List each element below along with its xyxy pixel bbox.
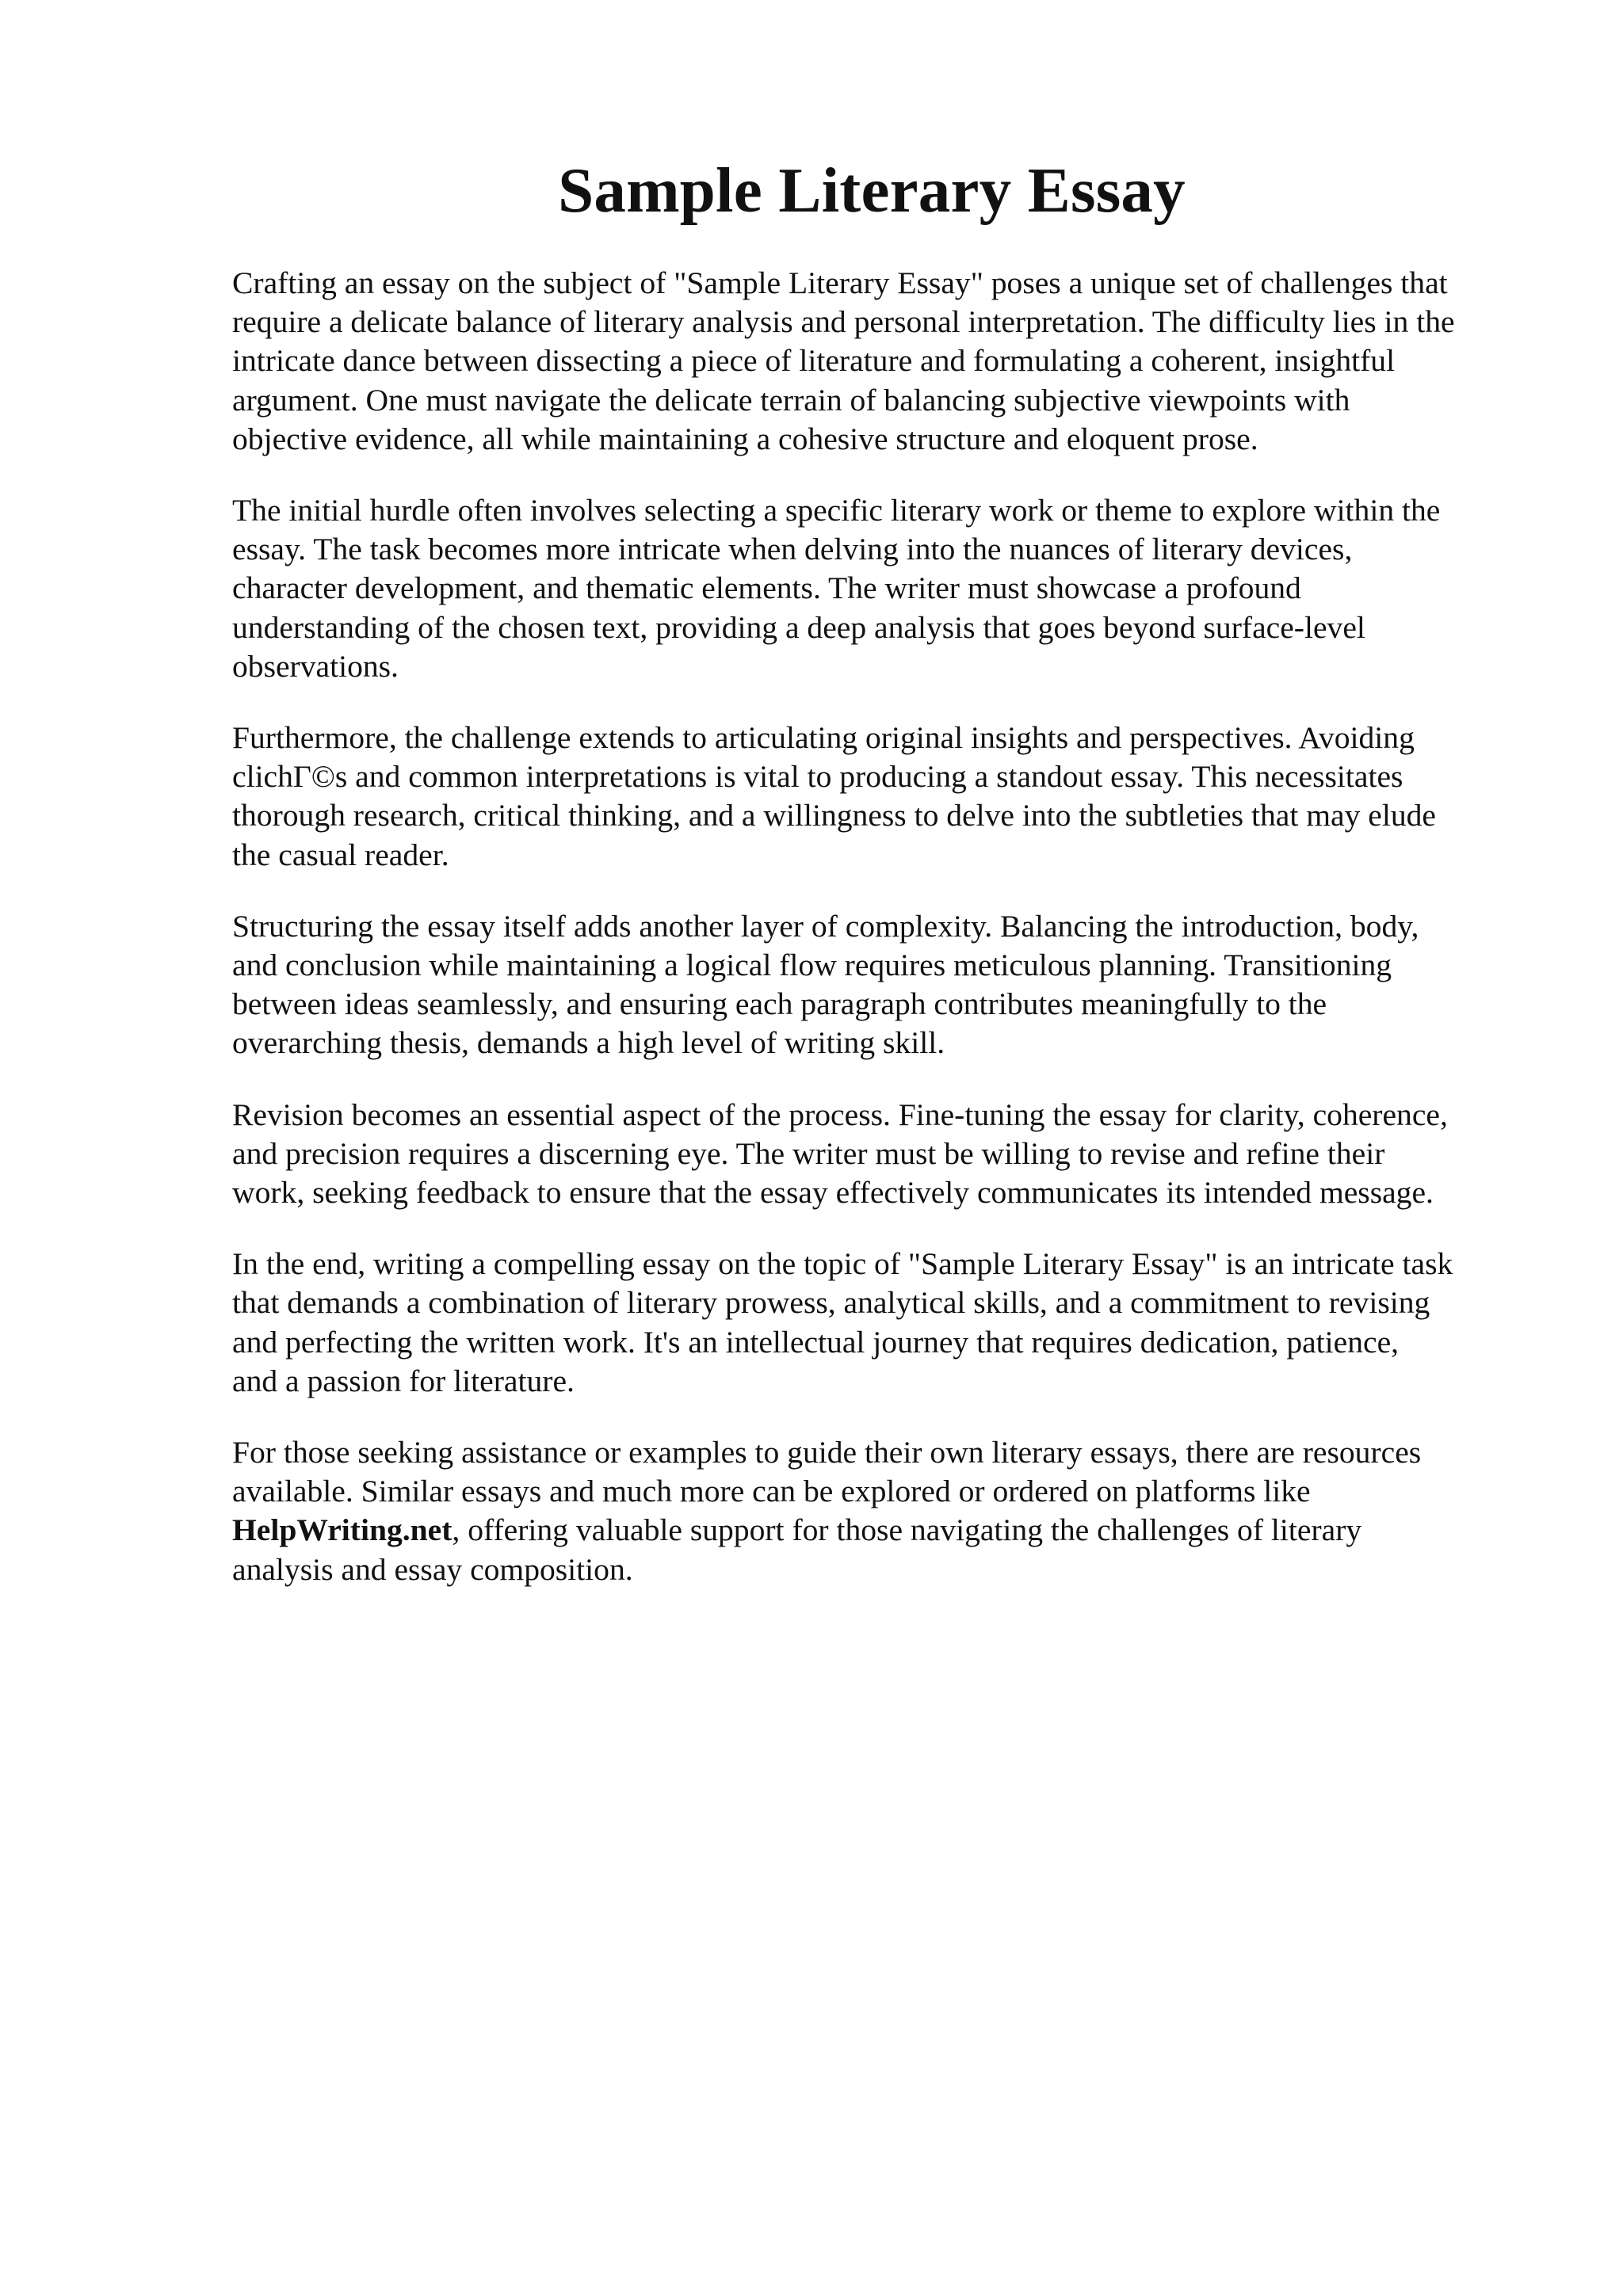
text-line: For those seeking assistance or examples to guide their own literary essays, there are resources: [232, 1435, 1422, 1470]
text-line: understanding of the chosen text, providing a deep analysis that goes beyond surface-level: [232, 609, 1365, 645]
text-fragment: , offering valuable support for those navigating the challenges of literary: [452, 1512, 1362, 1548]
text-line: Structuring the essay itself adds another layer of complexity. Balancing the introduction, body,: [232, 908, 1419, 944]
text-line: available. Similar essays and much more can be explored or ordered on platforms like: [232, 1474, 1311, 1509]
text-line: In the end, writing a compelling essay on the topic of "Sample Literary Essay" is an intricate task: [232, 1246, 1453, 1282]
essay-body: [232, 264, 1532, 1622]
text-line: and perfecting the written work. It's an intellectual journey that requires dedication, patience,: [232, 1324, 1400, 1360]
text-line: and conclusion while maintaining a logical flow requires meticulous planning. Transitioning: [232, 948, 1392, 983]
text-line: that demands a combination of literary prowess, analytical skills, and a commitment to revising: [232, 1285, 1430, 1321]
text-line: Crafting an essay on the subject of "Sample Literary Essay" poses a unique set of challenges that: [232, 265, 1448, 300]
text-line: objective evidence, all while maintaining a cohesive structure and eloquent prose.: [232, 421, 1258, 456]
page-title: Sample Literary Essay: [558, 154, 1186, 226]
text-line: character development, and thematic elements. The writer must showcase a profound: [232, 570, 1301, 606]
text-line: between ideas seamlessly, and ensuring each paragraph contributes meaningfully to the: [232, 986, 1327, 1022]
text-line: overarching thesis, demands a high level of writing skill.: [232, 1025, 945, 1061]
text-line: argument. One must navigate the delicate terrain of balancing subjective viewpoints with: [232, 382, 1350, 418]
text-line: thorough research, critical thinking, and a willingness to delve into the subtleties that may elude: [232, 798, 1436, 833]
text-line: and a passion for literature.: [232, 1363, 575, 1398]
text-line: essay. The task becomes more intricate when delving into the nuances of literary devices,: [232, 532, 1353, 567]
paragraph: [232, 907, 1532, 1063]
text-line: and precision requires a discerning eye. The writer must be willing to revise and refine their: [232, 1135, 1385, 1171]
text-line: require a delicate balance of literary analysis and personal interpretation. The difficulty lies in the: [232, 304, 1455, 340]
paragraph: [232, 719, 1532, 875]
text-line: [232, 1511, 1532, 1550]
paragraph: [232, 1096, 1532, 1213]
text-line: clichГ©s and common interpretations is vital to producing a standout essay. This necessitates: [232, 759, 1403, 795]
paragraph: [232, 1245, 1532, 1401]
brand-name: HelpWriting.net: [232, 1512, 453, 1548]
text-line: observations.: [232, 648, 399, 684]
paragraph: [232, 491, 1532, 686]
paragraph: [232, 264, 1532, 459]
closing-paragraph: [232, 1433, 1532, 1589]
text-line: Revision becomes an essential aspect of the process. Fine-tuning the essay for clarity, coherence,: [232, 1097, 1448, 1132]
text-line: the casual reader.: [232, 837, 449, 872]
text-line: work, seeking feedback to ensure that the essay effectively communicates its intended message.: [232, 1175, 1434, 1211]
text-line: The initial hurdle often involves selecting a specific literary work or theme to explore within the: [232, 493, 1441, 528]
text-line: intricate dance between dissecting a piece of literature and formulating a coherent, insightful: [232, 343, 1396, 379]
text-line: Furthermore, the challenge extends to articulating original insights and perspectives. Avoiding: [232, 720, 1415, 756]
text-line: analysis and essay composition.: [232, 1551, 633, 1587]
